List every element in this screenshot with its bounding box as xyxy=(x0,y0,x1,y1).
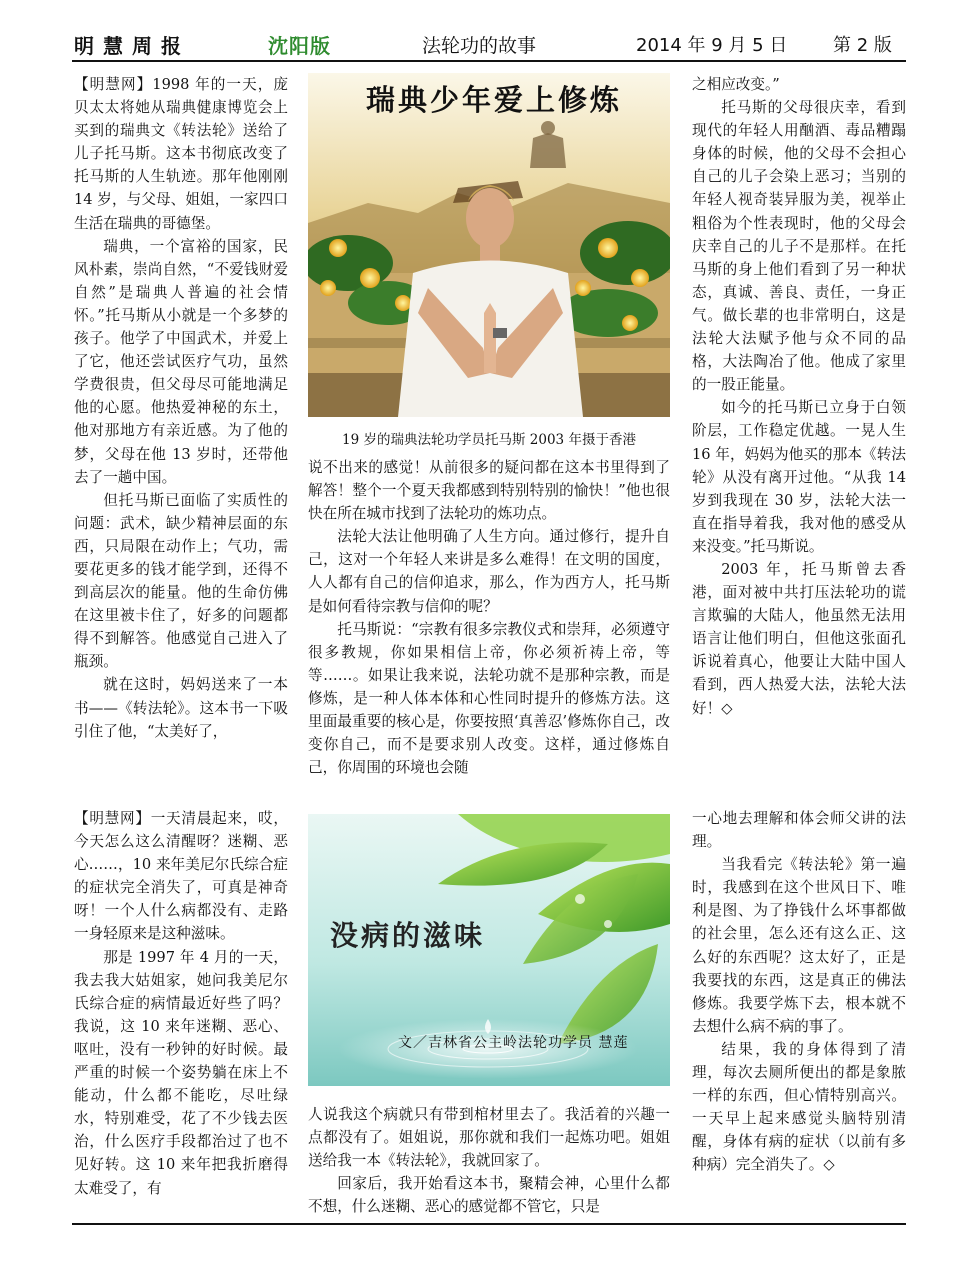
paragraph: 人说我这个病就只有带到棺材里去了。我活着的兴趣一点都没有了。姐姐说，那你就和我们一起炼功吧。姐姐送给我一本《转法轮》，我就回家了。 xyxy=(308,1106,670,1170)
paragraph: 【明慧网】1998 年的一天，庞贝太太将她从瑞典健康博览会上买到的瑞典文《转法轮》送给了儿子托马斯。这本书彻底改变了托马斯的人生轨迹。那年他刚刚 14 岁，与父母、姐姐，一家四口生活在瑞典的哥德堡。 xyxy=(74,76,288,232)
paragraph: 当我看完《转法轮》第一遍时，我感到在这个世风日下、唯利是图、为了挣钱什么坏事都做的社会里，怎么还有这么正、这么好的东西呢？这太好了，正是我要找的东西，这是真正的佛法修炼。我要学炼下去，根本就不去想什么病不病的事了。 xyxy=(692,856,906,1035)
paragraph: 那是 1997 年 4 月的一天，我去我大姑姐家，她问我美尼尔氏综合症的病情最近好些了吗？我说，这 10 来年迷糊、恶心、呕吐，没有一秒钟的好时候。最严重的时候一个姿势躺在床上不能动，什么都不能吃，尽吐绿水，特别难受，花了不少钱去医治，什么医疗手段都治过了也不见好转。这 10 来年把我折磨得太难受了，有 xyxy=(74,948,288,1197)
paragraph: 之相应改变。” xyxy=(692,76,780,93)
paragraph: 2003 年，托马斯曾去香港，面对被中共打压法轮功的谎言欺骗的大陆人，他虽然无法用语言让他们明白，但他这张面孔诉说着真心，他要让大陆中国人看到，西人热爱大法，法轮大法好！◇ xyxy=(692,560,906,717)
story2-right-column xyxy=(692,807,906,1219)
page-number: 第 2 版 xyxy=(833,35,892,56)
newspaper-name: 明慧周报 xyxy=(74,34,190,58)
paragraph: 但托马斯已面临了实质性的问题：武术，缺少精神层面的东西，只局限在动作上；气功，需要花更多的钱才能学到，还得不到高层次的能量。他的生命仿佛在这里被卡住了，好多的问题都得不到解答。他感觉自己进入了瓶颈。 xyxy=(74,491,288,671)
story1-photo-caption: 19 岁的瑞典法轮功学员托马斯 2003 年摄于香港 xyxy=(342,432,636,448)
section-title: 法轮功的故事 xyxy=(422,35,537,57)
story2-author: 文／吉林省公主岭法轮功学员 慧莲 xyxy=(398,1035,629,1051)
paragraph: 一心地去理解和体会师父讲的法理。 xyxy=(692,810,906,851)
story1-right-column xyxy=(692,73,906,773)
footer-rule xyxy=(72,1223,906,1225)
story1-title: 瑞典少年爱上修炼 xyxy=(365,83,622,117)
story2-title: 没病的滋味 xyxy=(330,919,486,952)
paragraph: 法轮大法让他明确了人生方向。通过修行，提升自己，这对一个年轻人来讲是多么难得！在文明的国度，人人都有自己的信仰追求，那么，作为西方人，托马斯是如何看待宗教与信仰的呢？ xyxy=(308,528,670,615)
paragraph: 如今的托马斯已立身于白领阶层，工作稳定优越。一晃人生 16 年，妈妈为他买的那本《转法轮》从没有离开过他。“从我 14 岁到我现在 30 岁，法轮大法一直在指导着我，我对他的感受从来没变。”托马斯说。 xyxy=(692,399,906,555)
story1-middle-column xyxy=(308,456,670,776)
paragraph: 结果，我的身体得到了清理，每次去厕所便出的都是象脓一样的东西，但心情特别高兴。一天早上起来感觉头脑特别清醒，身体有病的症状（以前有多种病）完全消失了。◇ xyxy=(692,1040,906,1174)
story2-banner xyxy=(308,814,670,1086)
paragraph: 就在这时，妈妈送来了一本书——《转法轮》。这本书一下吸引住了他，“太美好了， xyxy=(74,676,288,740)
paragraph: 说不出来的感觉！从前很多的疑问都在这本书里得到了解答！整个一个夏天我都感到特别特别的愉快！”他也很快在所在城市找到了法轮功的炼功点。 xyxy=(308,459,670,523)
paragraph: 瑞典，一个富裕的国家，民风朴素，崇尚自然，“不爱钱财爱自然”是瑞典人普遍的社会情怀。”托马斯从小就是一个多梦的孩子。他学了中国武术，并爱上了它，他还尝试医疗气功，虽然学费很贵，但父母尽可能地满足他的心愿。他热爱神秘的东土，他对那地方有亲近感。为了他的梦，父母在他 13 岁时，还带他去了一趟中国。 xyxy=(74,237,288,486)
paragraph: 托马斯的父母很庆幸，看到现代的年轻人用酗酒、毒品糟蹋身体的时候，他的父母不会担心自己的儿子会染上恶习；当别的年轻人视奇装异服为美，视举止粗俗为个性表现时，他的父母会庆幸自己的儿子不是那样。在托马斯的身上他们看到了另一种状态，真诚、善良、责任，一身正气。做长辈的也非常明白，这是法轮大法赋予他与众不同的品格，大法陶冶了他。他成了家里的一股正能量。 xyxy=(692,99,906,394)
story2-middle-column xyxy=(308,1103,670,1223)
issue-date: 2014 年 9 月 5 日 xyxy=(636,35,788,56)
paragraph: 【明慧网】一天清晨起来，哎，今天怎么这么清醒呀？迷糊、恶心……，10 来年美尼尔氏综合症的症状完全消失了，可真是神奇呀！一个人什么病都没有、走路一身轻原来是这种滋味。 xyxy=(74,810,288,943)
paragraph: 托马斯说：“宗教有很多宗教仪式和崇拜，必须遵守很多教规，你如果相信上帝，你必须祈祷上帝，等等……。如果让我来说，法轮功就不是那种宗教，而是修炼，是一种人体本体和心性同时提升的修炼方法。这里面最重要的核心是，你要按照‘真善忍’修炼你自己，改变你自己，而不是要求别人改变。这样，通过修炼自己，你周围的环境也会随 xyxy=(308,620,670,776)
paragraph: 回家后，我开始看这本书，聚精会神，心里什么都不想，什么迷糊、恶心的感觉都不管它，只是 xyxy=(308,1175,670,1216)
edition-label: 沈阳版 xyxy=(268,34,331,58)
header-rule xyxy=(72,60,906,62)
story1-photo-art xyxy=(308,73,670,417)
story1-photo xyxy=(308,73,670,417)
story1-left-column xyxy=(74,73,288,773)
story2-left-column xyxy=(74,807,288,1219)
